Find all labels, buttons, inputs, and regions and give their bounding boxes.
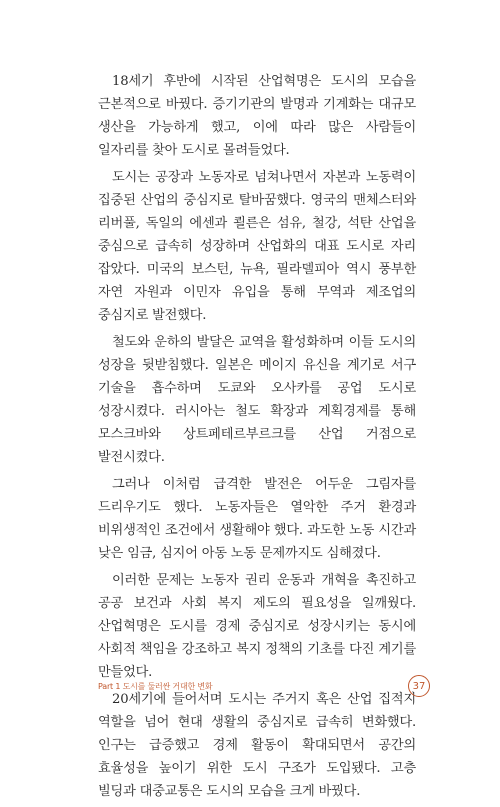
paragraph: 그러나 이처럼 급격한 발전은 어두운 그림자를 드리우기도 했다. 노동자들은 열악한 주거 환경과 비위생적인 조건에서 생활해야 했다. 과도한 노동 시간과 낮은 임금, 심지어 아동 노동 문제까지도 심해졌다. (98, 477, 416, 561)
paragraph: 20세기에 들어서며 도시는 주거지 혹은 산업 집적지 역할을 넘어 현대 생활의 중심지로 급속히 변화했다. 인구는 급증했고 경제 활동이 확대되면서 공간의 효율성을 높이기 위한 도시 구조가 도입됐다. 고층 빌딩과 대중교통은 도시의 모습을 크게 바꿨다. (98, 692, 416, 799)
page-footer (98, 674, 430, 698)
paragraph: 이러한 문제는 노동자 권리 운동과 개혁을 촉진하고 공공 보건과 사회 복지 제도의 필요성을 일깨웠다. 산업혁명은 도시를 경제 중심지로 성장시키는 동시에 사회적 책임을 강조하고 복지 정책의 기초를 다진 계기를 만들었다. (98, 573, 416, 680)
running-head: Part 1 도시를 둘러싼 거대한 변화 (98, 681, 213, 691)
page-number: 37 (408, 675, 430, 697)
paragraph: 도시는 공장과 노동자로 넘쳐나면서 자본과 노동력이 집중된 산업의 중심지로 탈바꿈했다. 영국의 맨체스터와 리버풀, 독일의 에센과 쾰른은 섬유, 철강, 석탄 산업을 중심으로 급속히 성장하며 산업화의 대표 도시로 자리 잡았다. 미국의 보스턴, 뉴욕, 필라델피아 역시 풍부한 자연 자원과 이민자 유입을 통해 무역과 제조업의 중심지로 발전했다. (98, 170, 416, 323)
paragraph: 철도와 운하의 발달은 교역을 활성화하며 이들 도시의 성장을 뒷받침했다. 일본은 메이지 유신을 계기로 서구 기술을 흡수하며 도쿄와 오사카를 공업 도시로 성장시켰다. 러시아는 철도 확장과 계획경제를 통해 모스크바와 상트페테르부르크를 산업 거점으로 발전시켰다. (98, 335, 416, 465)
paragraph: 18세기 후반에 시작된 산업혁명은 도시의 모습을 근본적으로 바꿨다. 증기기관의 발명과 기계화는 대규모 생산을 가능하게 했고, 이에 따라 많은 사람들이 일자리를 찾아 도시로 몰려들었다. (98, 74, 416, 158)
